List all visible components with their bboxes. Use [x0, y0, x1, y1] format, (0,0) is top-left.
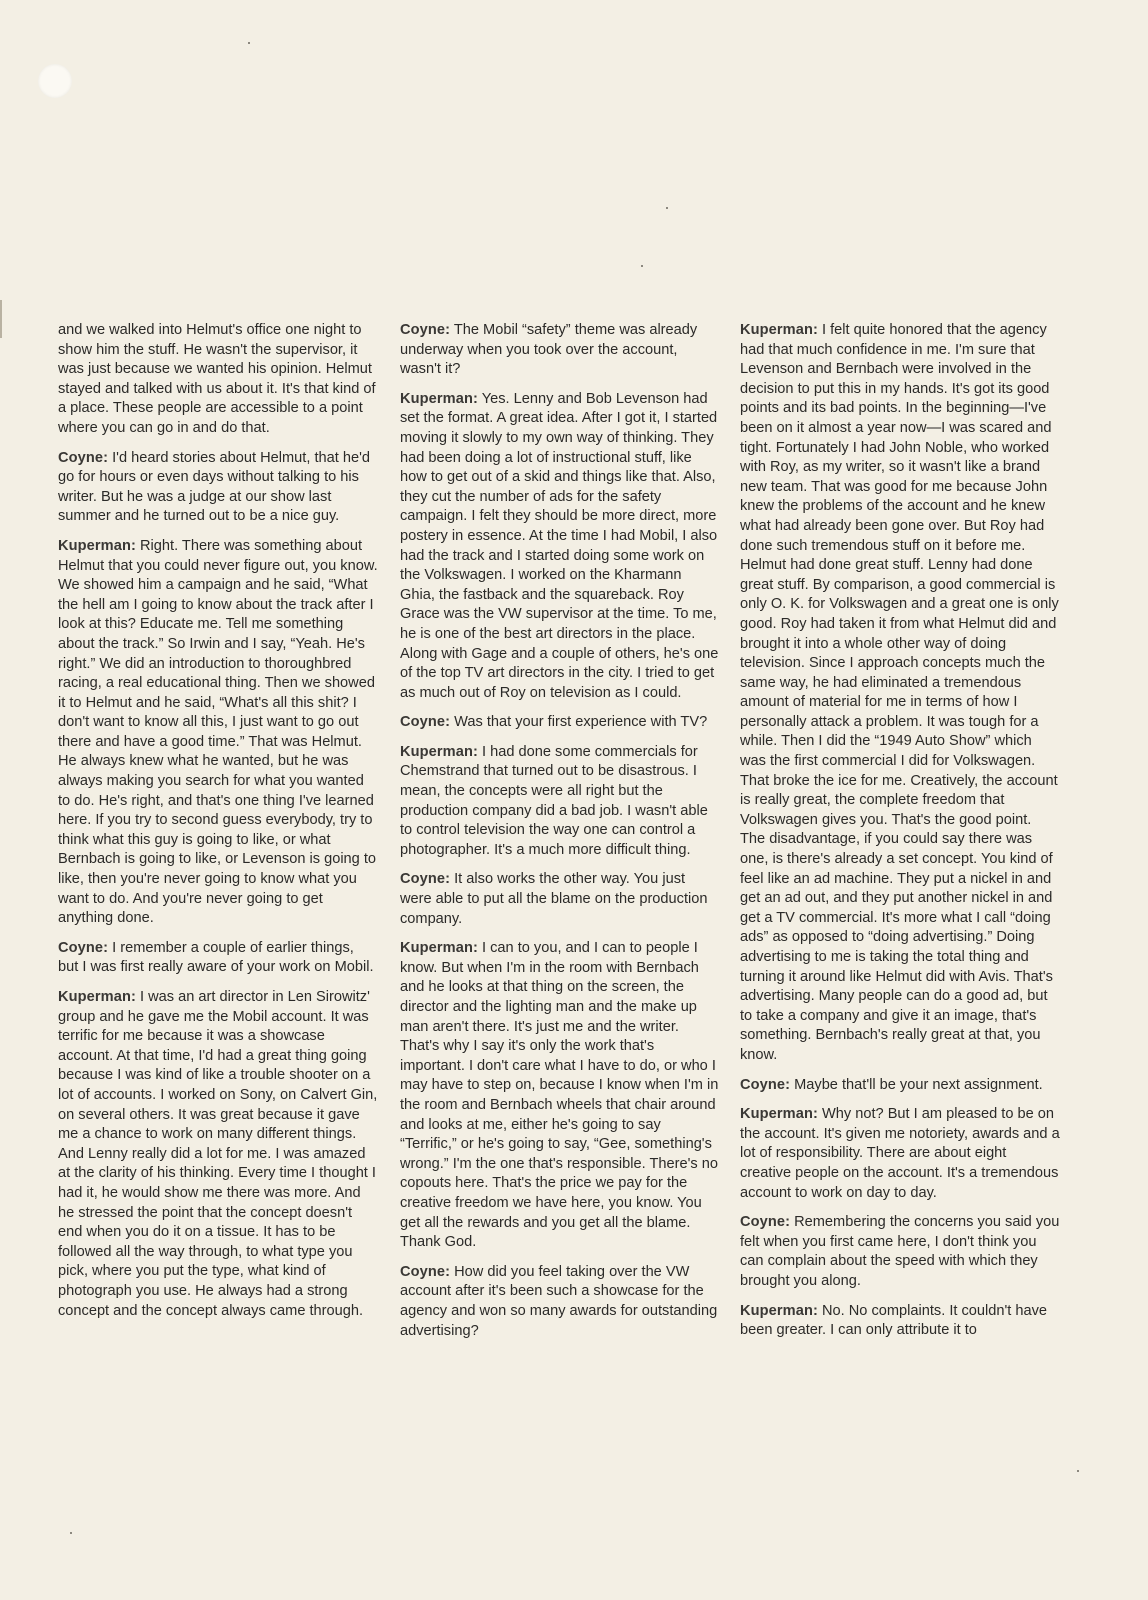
speaker-label: Coyne:: [400, 714, 451, 731]
speaker-label: Kuperman:: [740, 1302, 818, 1319]
paragraph-text: Yes. Lenny and Bob Levenson had set the format. A great idea. After I got it, I started moving it slowly to my own way of thinking. They had been doing a lot of instructional stuff, like how to get out of a skid and things like that. Also, they cut the number of ads for the safety campaign. I felt they should be more direct, more postery in essence. At the time I had Mobil, I also had the track and I started doing some work on the Volkswagen. I worked on the Kharmann Ghia, the fastback and the squareback. Roy Grace was the VW supervisor at the time. To me, he is one of the best art directors in the place. Along with Gage and a couple of others, he's one of the top TV art directors in the city. I tried to get as much out of Roy on television as I could.: [400, 390, 719, 701]
paragraph-text: I was an art director in Len Sirowitz' group and he gave me the Mobil account. It was terrific for me because it was a showcase account. At that time, I'd had a great thing going because I was kind of like a trouble shooter on a lot of accounts. I worked on Sony, on Calvert Gin, on several others. It was great because it gave me a chance to work on many different things. And Lenny really did a lot for me. I was amazed at the clarity of his thinking. Every time I thought I had it, he would show me there was more. And he stressed the point that the concept doesn't end when you do it on a tissue. It has to be followed all the way through, to what type you pick, where you put the type, what kind of photograph you use. He always had a strong concept and the concept always came through.: [58, 989, 378, 1319]
speaker-label: Kuperman:: [400, 743, 478, 760]
dust-speck: [70, 1532, 72, 1534]
paragraph: [58, 449, 378, 527]
paragraph: [740, 1105, 1060, 1203]
speaker-label: Coyne:: [740, 1214, 791, 1231]
paragraph-text: Why not? But I am pleased to be on the account. It's given me notoriety, awards and a lot of responsibility. There are about eight creative people on the account. It's a tremendous account to work on day to day.: [740, 1106, 1060, 1201]
paragraph-text: I felt quite honored that the agency had that much confidence in me. I'm sure that Levenson and Bernbach were involved in the decision to put this in my hands. It's got its good points and its bad points. In the beginning—I've been on it almost a year now—I was scared and tight. Fortunately I had John Noble, who worked with Roy, as my writer, so it wasn't like a brand new team. That was good for me because John knew the problems of the account and he knew what had already been gone over. But Roy had done such tremendous stuff on it before me. Helmut had done great stuff. Lenny had done great stuff. By comparison, a good commercial is only O. K. for Volkswagen and a great one is only good. Roy had taken it from what Helmut did and brought it into a whole other way of doing television. Since I approach concepts much the same way, he had eliminated a tremendous amount of material for me in terms of how I personally attack a problem. It was tough for a while. Then I did the “1949 Auto Show” which was the first commercial I did for Volkswagen. That broke the ice for me. Creatively, the account is really great, the complete freedom that Volkswagen gives you. That's the good point. The disadvantage, if you could say there was one, is there's already a set concept. You kind of feel like an ad machine. They put a nickel in and get an ad out, and they put another nickel in and get a TV commercial. It's more what I call “doing ads” as opposed to “doing advertising.” Doing advertising to me is taking the total thing and turning it around like Helmut did with Avis. That's advertising. Many people can do a good ad, but to take a company and give it an image, that's something. Bernbach's really great at that, you know.: [740, 322, 1059, 1063]
column-2: [400, 321, 720, 1351]
paragraph: [58, 537, 378, 929]
paragraph: [400, 1263, 720, 1341]
paragraph-text: I had done some commercials for Chemstrand that turned out to be disastrous. I mean, the concepts were all right but the production company did a bad job. I wasn't able to control television the way one can control a photographer. It's a much more difficult thing.: [400, 743, 708, 858]
dust-speck: [641, 265, 643, 267]
speaker-label: Kuperman:: [58, 537, 136, 554]
speaker-label: Kuperman:: [58, 989, 136, 1005]
speaker-label: Coyne:: [400, 1263, 451, 1280]
speaker-label: Coyne:: [58, 449, 109, 466]
paragraph-text: and we walked into Helmut's office one night to show him the stuff. He wasn't the supervisor, it was just because we wanted his opinion. Helmut stayed and talked with us about it. It's that kind of a place. These people are accessible to a point where you can go in and do that.: [58, 322, 376, 436]
paragraph: [740, 321, 1060, 1066]
column-3: [740, 321, 1060, 1351]
paragraph-text: It also works the other way. You just were able to put all the blame on the production company.: [400, 871, 708, 927]
speaker-label: Coyne:: [740, 1076, 791, 1093]
paragraph-text: Was that your first experience with TV?: [454, 714, 708, 731]
paragraph-text: How did you feel taking over the VW account after it's been such a showcase for the agency and won so many awards for outstanding advertising?: [400, 1263, 718, 1339]
paragraph-text: Right. There was something about Helmut that you could never figure out, you know. We showed him a campaign and he said, “What the hell am I going to know about the track after I look at this? Educate me. Tell me something about the track.” So Irwin and I say, “Yeah. He's right.” We did an introduction to thoroughbred racing, a real educational thing. Then we showed it to Helmut and he said, “What's all this shit? I don't want to know all this, I just want to go out there and have a good time.” That was Helmut. He always knew what he wanted, but he was always making you search for what you wanted to do. He's right, and that's one thing I've learned here. If you try to second guess everybody, try to think what this guy is going to like, or what Bernbach is going to like, or Levenson is going to like, then you're never going to know what you want to do. And you're never going to get anything done.: [58, 537, 378, 927]
paragraph: [400, 713, 720, 733]
speaker-label: Kuperman:: [400, 390, 478, 407]
column-1: [58, 321, 378, 1331]
speaker-label: Coyne:: [400, 322, 451, 338]
page-edge-mark: [0, 300, 2, 338]
paragraph-text: Maybe that'll be your next assignment.: [794, 1076, 1043, 1093]
paragraph-text: No. No complaints. It couldn't have been greater. I can only attribute it to: [740, 1302, 1048, 1339]
speaker-label: Kuperman:: [400, 940, 478, 957]
paragraph: [400, 743, 720, 861]
paragraph-text: Remembering the concerns you said you felt when you first came here, I don't think you can complain about the speed with which they brought you along.: [740, 1214, 1060, 1289]
speaker-label: Coyne:: [58, 939, 109, 956]
paragraph: [400, 321, 720, 380]
dust-speck: [666, 207, 668, 209]
paragraph: [58, 321, 378, 439]
paragraph: [400, 390, 720, 704]
paragraph: [58, 939, 378, 978]
paragraph: [400, 870, 720, 929]
speaker-label: Kuperman:: [740, 1106, 818, 1123]
paragraph-text: I'd heard stories about Helmut, that he'd go for hours or even days without talking to his writer. But he was a judge at our show last summer and he turned out to be a nice guy.: [58, 449, 370, 525]
paragraph: [58, 988, 378, 1321]
dust-speck: [248, 42, 250, 44]
speaker-label: Coyne:: [400, 871, 451, 888]
paragraph-text: I can to you, and I can to people I know. But when I'm in the room with Bernbach and he looks at that thing on the screen, the director and the lighting man and the make up man aren't there. It's just me and the writer. That's why I say it's only the work that's important. I don't care what I have to do, or who I may have to step on, because I know when I'm in the room and Bernbach wheels that chair around and looks at me, either he's going to say “Terrific,” or he's going to say, “Gee, something's wrong.” I'm the one that's responsible. There's no copouts here. That's the price we pay for the creative freedom we have here, you know. You get all the rewards and you get all the blame. Thank God.: [400, 940, 719, 1251]
punch-hole: [38, 64, 72, 98]
paragraph: [740, 1076, 1060, 1096]
speaker-label: Kuperman:: [740, 322, 818, 338]
paragraph: [400, 939, 720, 1253]
paragraph: [740, 1302, 1060, 1341]
paragraph-text: The Mobil “safety” theme was already underway when you took over the account, wasn't it?: [400, 322, 698, 378]
paragraph: [740, 1213, 1060, 1291]
dust-speck: [1077, 1470, 1079, 1472]
paragraph-text: I remember a couple of earlier things, but I was first really aware of your work on Mobil.: [58, 939, 374, 976]
